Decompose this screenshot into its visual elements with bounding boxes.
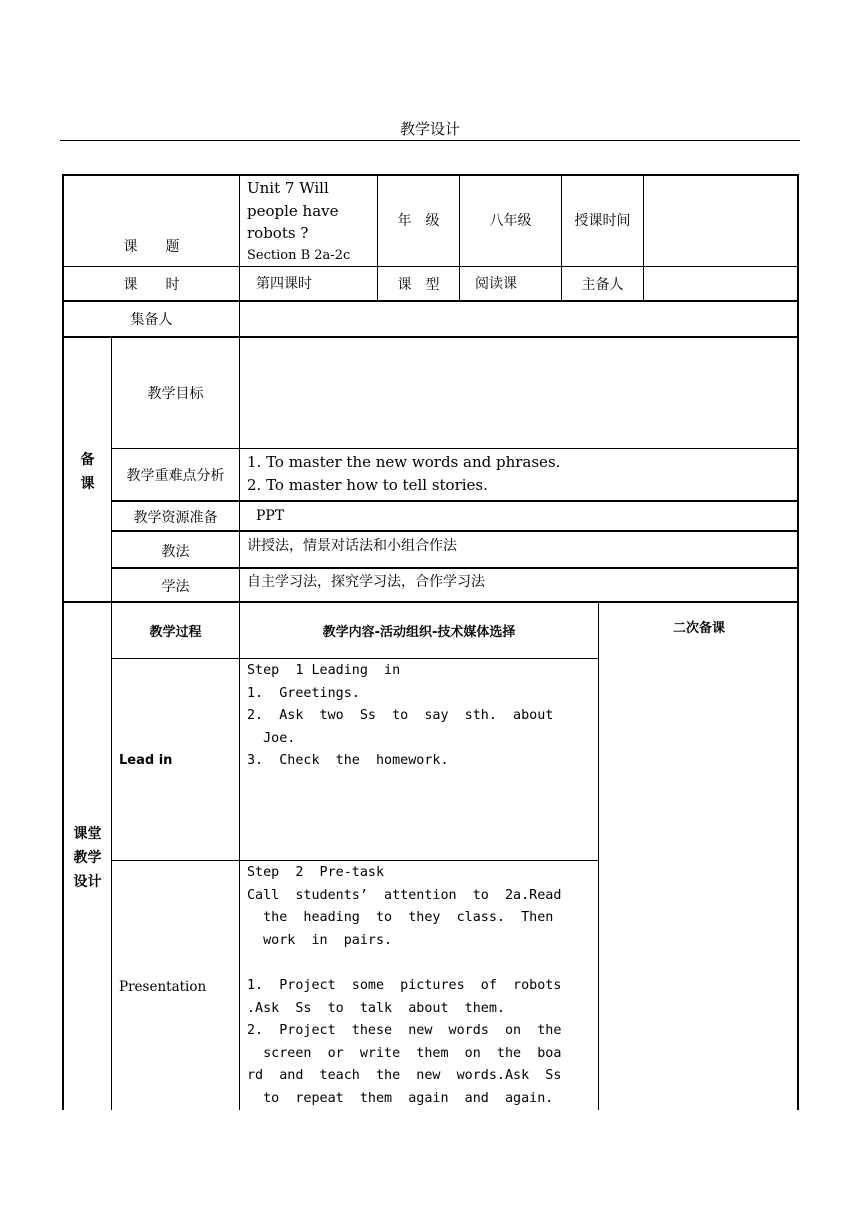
period-label: 课 时 xyxy=(123,277,180,293)
lesson-type-label: 课 型 xyxy=(397,277,440,293)
class-time-value xyxy=(644,174,798,266)
prep-side-char: 备 xyxy=(80,452,95,468)
col-divider xyxy=(239,602,240,1110)
topic-line: Unit 7 Will xyxy=(247,179,329,197)
key-point-line: 2. To master how to tell stories. xyxy=(247,476,488,494)
col-divider xyxy=(239,174,240,337)
topic-value xyxy=(247,177,375,267)
header-rule xyxy=(60,140,800,141)
learning-method-label: 学法 xyxy=(161,578,190,595)
lead-in-label: Lead in xyxy=(119,753,173,768)
topic-section: Section B 2a-2c xyxy=(247,247,351,263)
grade-value: 八年级 xyxy=(489,213,532,229)
learning-method-value: 自主学习法，探究学习法，合作学习法 xyxy=(247,574,485,590)
class-time-label: 授课时间 xyxy=(574,213,631,229)
key-point-line: 1. To master the new words and phrases. xyxy=(247,453,561,471)
group-prep-value xyxy=(246,302,796,336)
period-value: 第四课时 xyxy=(256,276,312,292)
lesson-type-value: 阅读课 xyxy=(475,276,517,292)
col-divider xyxy=(598,602,599,1110)
process-header: 教学过程 xyxy=(149,625,202,640)
class-side-text: 课堂 xyxy=(73,826,102,842)
group-prep-label: 集备人 xyxy=(130,312,173,328)
prep-side-char: 课 xyxy=(80,476,95,492)
owner-label: 主备人 xyxy=(581,277,624,293)
lead-in-content: Step 1 Leading in 1. Greetings. 2. Ask two Ss to say sth. about Joe. 3. Check the homework. xyxy=(247,663,554,769)
grade-label: 年 级 xyxy=(397,213,440,229)
page-header-title: 教学设计 xyxy=(399,120,460,138)
teaching-method-value: 讲授法，情景对话法和小组合作法 xyxy=(247,538,457,554)
key-points-value xyxy=(247,451,795,497)
presentation-label: Presentation xyxy=(119,979,207,995)
prep-side-label xyxy=(64,448,111,496)
col-divider xyxy=(239,337,240,602)
resources-value: PPT xyxy=(256,508,285,524)
class-design-side-label xyxy=(64,822,111,894)
resources-label: 教学资源准备 xyxy=(133,510,218,526)
teaching-method-label: 教法 xyxy=(161,543,190,560)
owner-value xyxy=(644,267,798,301)
content-header: 教学内容-活动组织-技术媒体选择 xyxy=(322,625,516,640)
teaching-goal-label: 教学目标 xyxy=(147,386,204,402)
class-side-text: 设计 xyxy=(73,874,102,890)
topic-line: people have xyxy=(247,201,339,220)
topic-label: 课 题 xyxy=(123,239,180,255)
key-points-label: 教学重难点分析 xyxy=(126,467,225,484)
class-side-text: 教学 xyxy=(73,850,102,866)
second-prep-header: 二次备课 xyxy=(672,621,725,636)
presentation-content: Step 2 Pre-task Call students’ attention to 2a.Read the heading to they class. Then work in pairs. 1. Project some pictures of robots .Ask Ss to talk about them. 2. Project these new words on the screen or write them on the boa rd and teach the new words.Ask Ss to repeat them again and again. xyxy=(247,865,562,1106)
row-divider xyxy=(111,860,599,861)
topic-line: robots ? xyxy=(247,224,309,242)
row-divider xyxy=(111,658,599,659)
